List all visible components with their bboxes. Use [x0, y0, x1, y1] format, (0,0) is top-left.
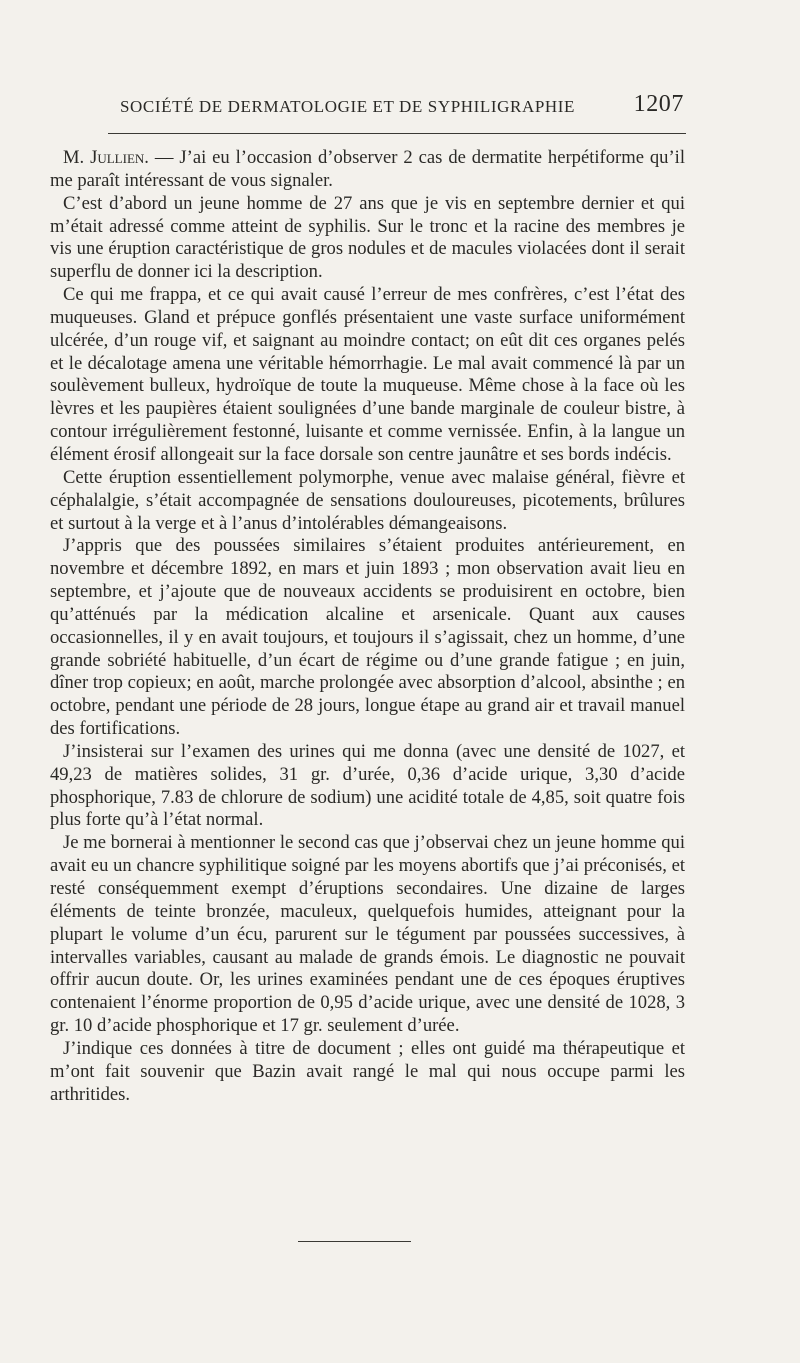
paragraph: Cette éruption essentiellement polymorphe, venue avec malaise général, fièvre et céphalalgie, s’était accompagnée de sensations douloureuses, picotements, brûlures et surtout à la verge et à l’anus d’intolérables démangeaisons. — [50, 466, 685, 534]
paragraph-text: — J’ai eu l’occasion d’observer 2 cas de dermatite herpétiforme qu’il me paraît intéressant de vous signaler. — [50, 147, 685, 191]
paragraph: J’indique ces données à titre de document ; elles ont guidé ma thérapeutique et m’ont fait souvenir que Bazin avait rangé le mal qui nous occupe parmi les arthritides. — [50, 1037, 685, 1105]
article-body — [50, 147, 685, 1106]
end-rule — [298, 1241, 411, 1242]
header-rule — [108, 133, 686, 134]
paragraph: J’appris que des poussées similaires s’étaient produites antérieurement, en novembre et décembre 1892, en mars et juin 1893 ; mon observation avait lieu en septembre, et j’ajoute que de nouveaux accidents se produisirent en octobre, bien qu’atténués par la médication alcaline et arsenicale. Quant aux causes occasionnelles, il y en avait toujours, et toujours il s’agissait, chez un homme, d’une grande sobriété habituelle, d’un écart de régime ou d’une grande fatigue ; en juin, dîner trop copieux; en août, marche prolongée avec absorption d’alcool, absinthe ; en octobre, pendant une période de 28 jours, longue étape au grand air et travail manuel des fortifications. — [50, 535, 685, 740]
running-head — [112, 93, 684, 121]
paragraph: Ce qui me frappa, et ce qui avait causé l’erreur de mes confrères, c’est l’état des muqueuses. Gland et prépuce gonflés présentaient une vaste surface uniformément ulcérée, d’un rouge vif, et saignant au moindre contact; on eût dit ces organes pelés et le décalotage amena une véritable hémorrhagie. Le mal avait commencé là par un soulèvement bulleux, hydroïque de toute la muqueuse. Même chose à la face où les lèvres et les paupières étaient soulignées d’une bande marginale de couleur bistre, à contour irrégulièrement festonné, luisante et comme vernissée. Enfin, à la langue un élément érosif allongeait sur la face dorsale son centre jaunâtre et ses bords indécis. — [50, 284, 685, 465]
paragraph: Je me bornerai à mentionner le second cas que j’observai chez un jeune homme qui avait eu un chancre syphilitique soigné par les moyens abortifs que j’ai préconisés, et resté conséquemment exempt d’éruptions secondaires. Une dizaine de larges éléments de teinte bronzée, maculeux, quelquefois humides, atteignant pour la plupart le volume d’un écu, parurent sur le tégument par poussées successives, à intervalles variables, causant au malade de grands émois. Le diagnostic ne pouvait offrir aucun doute. Or, les urines examinées pendant une de ces époques éruptives contenaient l’énorme proportion de 0,95 d’acide urique, avec une densité de 1028, 3 gr. 10 d’acide phosphorique et 17 gr. seulement d’urée. — [50, 832, 685, 1037]
running-title: SOCIÉTÉ DE DERMATOLOGIE ET DE SYPHILIGRAPHIE — [120, 97, 576, 116]
paragraph — [50, 147, 685, 193]
page-number: 1207 — [633, 91, 684, 117]
speaker-name: M. Jullien. — [63, 147, 149, 168]
paragraph: C’est d’abord un jeune homme de 27 ans que je vis en septembre dernier et qui m’était adressé comme atteint de syphilis. Sur le tronc et la racine des membres je vis une éruption caractéristique de gros nodules et de macules violacées dont il serait superflu de donner ici la description. — [50, 192, 685, 283]
paragraph: J’insisterai sur l’examen des urines qui me donna (avec une densité de 1027, et 49,23 de matières solides, 31 gr. d’urée, 0,36 d’acide urique, 3,30 d’acide phosphorique, 7.83 de chlorure de sodium) une acidité totale de 4,85, soit quatre fois plus forte qu’à l’état normal. — [50, 740, 685, 831]
